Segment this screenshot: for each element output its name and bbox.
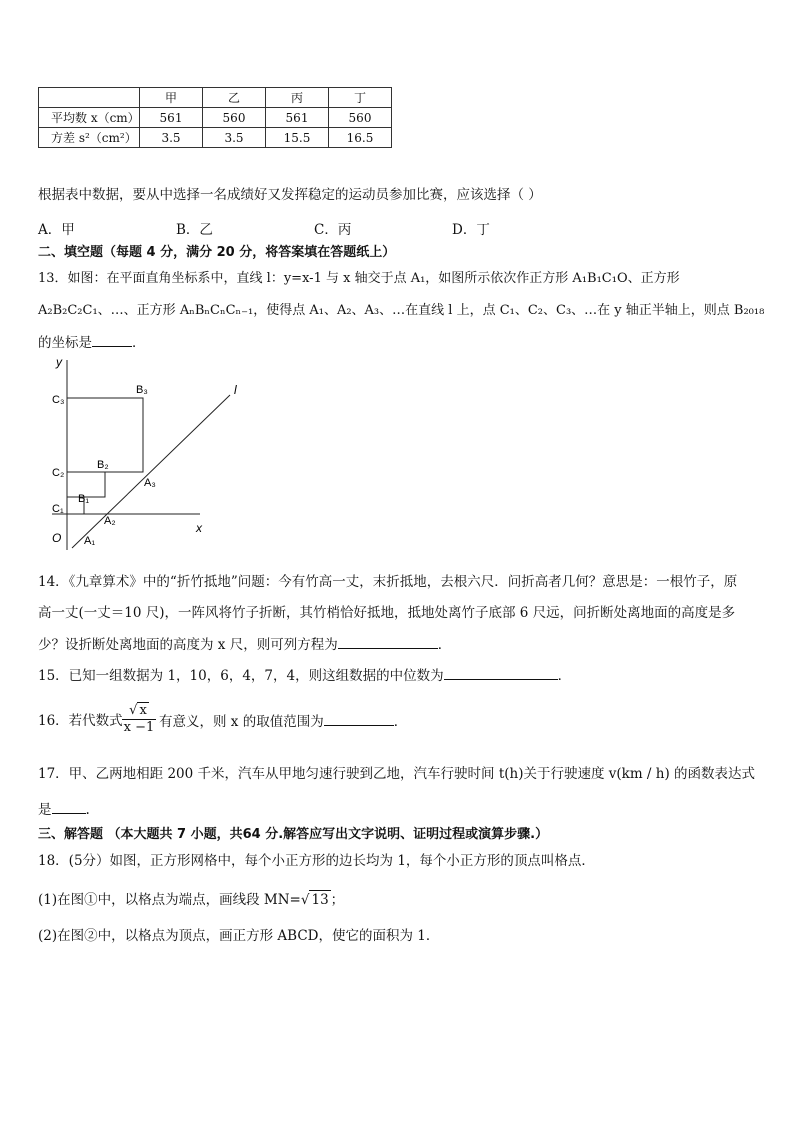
q13-line2: A₂B₂C₂C₁、…、正方形 AₙBₙCₙCₙ₋₁，使得点 A₁、A₂、A₃、…在直线 l 上，点 C₁、C₂、C₃、…在 y 轴正半轴上，则点 B₂₀₁₈ (38, 303, 765, 318)
sqrt-sign-icon: √ (129, 703, 138, 718)
line-l-label: l (234, 383, 237, 397)
table-cell: 15.5 (266, 128, 329, 148)
q14-end: ． (437, 637, 452, 653)
q15-line (38, 666, 571, 685)
q16-denominator: x −1 (123, 720, 155, 735)
point-c3-label: C₃ (52, 394, 65, 406)
q13-end: ． (132, 335, 146, 351)
q17-label: 是 (38, 802, 52, 818)
q14-line1: 14．《九章算术》中的“折竹抵地”问题：今有竹高一丈，末折抵地，去根六尺．问折高者几何？意思是：一根竹子，原 (38, 574, 738, 590)
q14-line2: 高一丈(一丈＝10 尺)，一阵风将竹子折断，其竹梢恰好抵地，抵地处离竹子底部 6 尺远，问折断处离地面的高度是多 (38, 605, 736, 621)
q16-after: 有意义，则 x 的取值范围为 (159, 714, 324, 730)
q18-part1 (38, 890, 344, 909)
point-c2-label: C₂ (52, 467, 65, 479)
q17-line1: 17．甲、乙两地相距 200 千米，汽车从甲地匀速行驶到乙地，汽车行驶时间 t(h)关于行驶速度 v(km / h) 的函数表达式 (38, 766, 756, 782)
table-header-cell: 丁 (329, 88, 392, 108)
q15-answer-blank[interactable] (444, 666, 558, 680)
q16-before: 16．若代数式 (38, 713, 123, 729)
q16-numerator: √ x (122, 702, 156, 720)
q15-end: ． (557, 668, 572, 684)
origin-label: O (52, 531, 62, 545)
q12-option-c: C．丙 (314, 222, 352, 238)
q18-part1-text: (1)在图①中，以格点为端点，画线段 MN= (38, 892, 301, 908)
q14-line3 (38, 635, 451, 654)
table-row-label: 方差 s²（cm²） (39, 128, 140, 148)
point-c1-label: C₁ (52, 503, 64, 515)
point-b1-label: B₁ (78, 493, 90, 505)
table-row (39, 128, 392, 148)
table-row (39, 108, 392, 128)
table-cell: 16.5 (329, 128, 392, 148)
point-a3-label: A₃ (144, 477, 156, 489)
x-axis-label: x (196, 521, 202, 535)
q12-option-a: A．甲 (38, 222, 75, 238)
table-header-cell: 甲 (140, 88, 203, 108)
q18-part2: (2)在图②中，以格点为顶点，画正方形 ABCD，使它的面积为 1． (38, 928, 440, 944)
point-b2-label: B₂ (97, 459, 109, 471)
table-header-cell: 乙 (203, 88, 266, 108)
table-cell: 3.5 (203, 128, 266, 148)
table-header-cell (39, 88, 140, 108)
q13-answer-blank[interactable] (92, 333, 132, 347)
point-a2-label: A₂ (104, 515, 116, 527)
table-row-label: 平均数 x（cm） (39, 108, 140, 128)
table-cell: 560 (203, 108, 266, 128)
q15-label: 15．已知一组数据为 1，10，6，4，7，4，则这组数据的中位数为 (38, 668, 444, 684)
q12-option-b: B．乙 (176, 222, 213, 238)
table-cell: 561 (140, 108, 203, 128)
q13-label: 的坐标是 (38, 335, 92, 351)
table-header-row (39, 88, 392, 108)
q16-fraction (122, 702, 156, 735)
q17-answer-blank[interactable] (52, 800, 86, 814)
point-a1-label: A₁ (84, 535, 96, 547)
table-cell: 560 (329, 108, 392, 128)
q18-part1-end: ； (330, 892, 345, 908)
q17-end: . (85, 802, 90, 818)
q14-answer-blank[interactable] (338, 635, 438, 649)
q12-stem: 根据表中数据，要从中选择一名成绩好又发挥稳定的运动员参加比赛，应该选择（ ） (38, 187, 542, 203)
q16-answer-blank[interactable] (324, 712, 394, 726)
q12-option-d: D．丁 (452, 222, 490, 238)
section2-title: 二、填空题（每题 4 分，满分 20 分，将答案填在答题纸上） (38, 245, 396, 260)
sqrt-sign-icon: √ (300, 892, 310, 908)
square-sequence-figure (40, 350, 270, 555)
stats-table (38, 87, 392, 148)
q17-line2 (38, 800, 90, 819)
table-cell: 561 (266, 108, 329, 128)
q13-line1: 13．如图：在平面直角坐标系中，直线 l：y=x-1 与 x 轴交于点 A₁，如图所示依次作正方形 A₁B₁C₁O、正方形 (38, 271, 680, 286)
q16-end: ． (393, 714, 408, 730)
q16-after-line (159, 712, 407, 731)
section3-title: 三、解答题 （本大题共 7 小题，共64 分.解答应写出文字说明、证明过程或演算步骤.） (38, 827, 549, 842)
point-b3-label: B₃ (136, 384, 148, 396)
q18-stem: 18．(5分）如图，正方形网格中，每个小正方形的边长均为 1，每个小正方形的顶点叫格点． (38, 853, 595, 869)
y-axis-label: y (56, 355, 62, 369)
table-cell: 3.5 (140, 128, 203, 148)
table-header-cell: 丙 (266, 88, 329, 108)
q14-label: 少？设折断处离地面的高度为 x 尺，则可列方程为 (38, 637, 338, 653)
q18-sqrt-value: 13 (311, 892, 329, 908)
